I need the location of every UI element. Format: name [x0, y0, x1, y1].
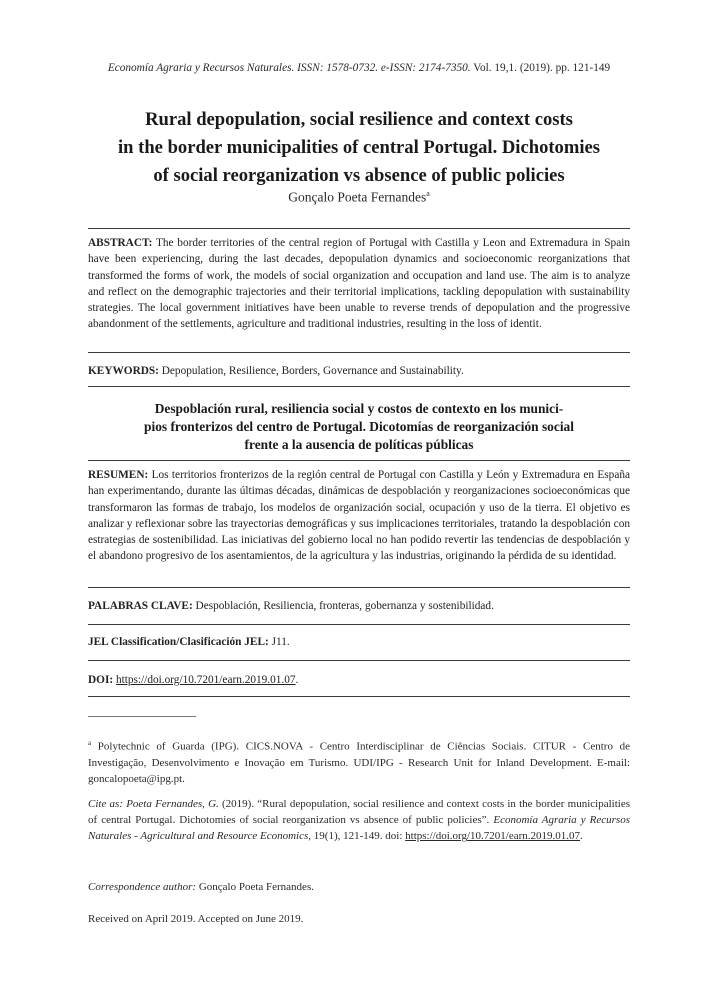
cite-tail: , 19(1), 121-149. doi:	[308, 830, 406, 843]
received-line: Received on April 2019. Accepted on June 2019.	[88, 913, 304, 925]
footnote-text: Polytechnic of Guarda (IPG). CICS.NOVA - Centro Interdisciplinar de Ciências Sociais. CITUR - Centro de Investigação, Desenvolvimento e Inovação em Turismo. UDI/IPG - Research Unit for Inland Development. E-mail: goncalopoeta@ipg.pt.	[88, 740, 630, 786]
divider-rule	[88, 696, 630, 697]
article-title-line-3: of social reorganization vs absence of public policies	[153, 165, 565, 186]
jel-text: J11.	[268, 636, 290, 648]
divider-rule	[88, 386, 630, 387]
palabras-clave-line	[88, 600, 630, 612]
resumen-paragraph	[88, 467, 630, 565]
divider-rule	[88, 587, 630, 588]
jel-label: JEL Classification/Clasificación JEL:	[88, 636, 269, 648]
spanish-title-line-1: Despoblación rural, resiliencia social y costos de contexto en los munici-	[154, 401, 564, 416]
divider-rule	[88, 660, 630, 661]
correspondence-line	[88, 881, 314, 893]
cite-journal: Economía Agraria y Recursos Naturales - Agricultural and Resource Economics	[88, 814, 630, 843]
resumen-label: RESUMEN:	[88, 469, 149, 481]
palabras-clave-text: Despoblación, Resiliencia, fronteras, gobernanza y sostenibilidad.	[192, 600, 494, 612]
journal-header	[88, 62, 630, 74]
footnote-mark: a	[88, 739, 92, 747]
cite-label: Cite as: Poeta Fernandes, G.	[88, 798, 219, 810]
cite-end: .	[580, 830, 583, 843]
keywords-text: Depopulation, Resilience, Borders, Governance and Sustainability.	[158, 365, 464, 377]
palabras-clave-label: PALABRAS CLAVE:	[88, 600, 193, 612]
jel-line	[88, 636, 630, 648]
footnote-separator	[88, 716, 196, 717]
spanish-title-line-2: pios fronterizos del centro de Portugal. Dicotomías de reorganización social	[144, 419, 574, 434]
affiliation-footnote	[88, 735, 630, 787]
citation-block	[88, 796, 630, 845]
author-line	[88, 189, 630, 206]
doi-line	[88, 674, 630, 686]
resumen-text: Los territorios fronterizos de la región central de Portugal con Castilla y León y Extremadura en España han experimentando, durante las últimas décadas, dinámicas de despoblación y reorganizaciones socioeconómicas que transformaron las formas de trabajo, los modelos de organización social, ocupación y uso de la tierra. El objetivo es analizar y reflexionar sobre las trayectorias demográficas y sus implicaciones territoriales, tratando la despoblación con estrategias de sostenibilidad. Las iniciativas del gobierno local no han podido revertir las tendencias de despoblación y el abandono progresivo de los asentamientos, de la agricultura y las industrias, originando la pérdida de su identidad.	[88, 469, 630, 563]
journal-header-volume: Vol. 19,1. (2019). pp. 121-149	[470, 62, 611, 74]
article-title	[88, 106, 630, 190]
correspondence-label: Correspondence author:	[88, 881, 197, 893]
author-name: Gonçalo Poeta Fernandes	[288, 189, 427, 205]
doi-label: DOI:	[88, 674, 114, 686]
divider-rule	[88, 228, 630, 229]
spanish-title-line-3: frente a la ausencia de políticas públicas	[244, 437, 474, 452]
divider-rule	[88, 460, 630, 461]
abstract-text: The border territories of the central region of Portugal with Castilla y Leon and Extremadura in Spain have been experiencing, during the last decades, depopulation dynamics and socioeconomic reorganizations that transformed the forms of work, the models of social organization and occupation and land use. The aim is to analyze and reflect on the demographic trajectories and their territorial implications, tackling depopulation with sustainability strategies. The local government initiatives have been unable to reverse trends of depopulation and the progressive abandonment of the settlements, agriculture and traditional industries, resulting in the loss of identit.	[88, 237, 630, 331]
abstract-paragraph	[88, 235, 630, 333]
article-title-line-1: Rural depopulation, social resilience and context costs	[145, 109, 573, 130]
divider-rule	[88, 624, 630, 625]
correspondence-name: Gonçalo Poeta Fernandes.	[196, 881, 314, 893]
abstract-label: ABSTRACT:	[88, 237, 153, 249]
cite-doi-link[interactable]: https://doi.org/10.7201/earn.2019.01.07	[405, 830, 581, 843]
spanish-title	[88, 400, 630, 454]
journal-header-italic: Economía Agraria y Recursos Naturales. ISSN: 1578-0732. e-ISSN: 2174-7350.	[107, 62, 471, 74]
doi-tail: .	[295, 674, 299, 686]
author-affiliation-mark: a	[426, 189, 430, 198]
cite-text: (2019). “Rural depopulation, social resilience and context costs in the border municipalities of central Portugal. Dichotomies of social reorganization vs absence of public policies”.	[88, 798, 630, 827]
doi-link[interactable]: https://doi.org/10.7201/earn.2019.01.07	[115, 674, 296, 686]
article-title-line-2: in the border municipalities of central Portugal. Dichotomies	[117, 137, 600, 158]
divider-rule	[88, 352, 630, 353]
keywords-label: KEYWORDS:	[88, 365, 159, 377]
keywords-line	[88, 365, 630, 377]
